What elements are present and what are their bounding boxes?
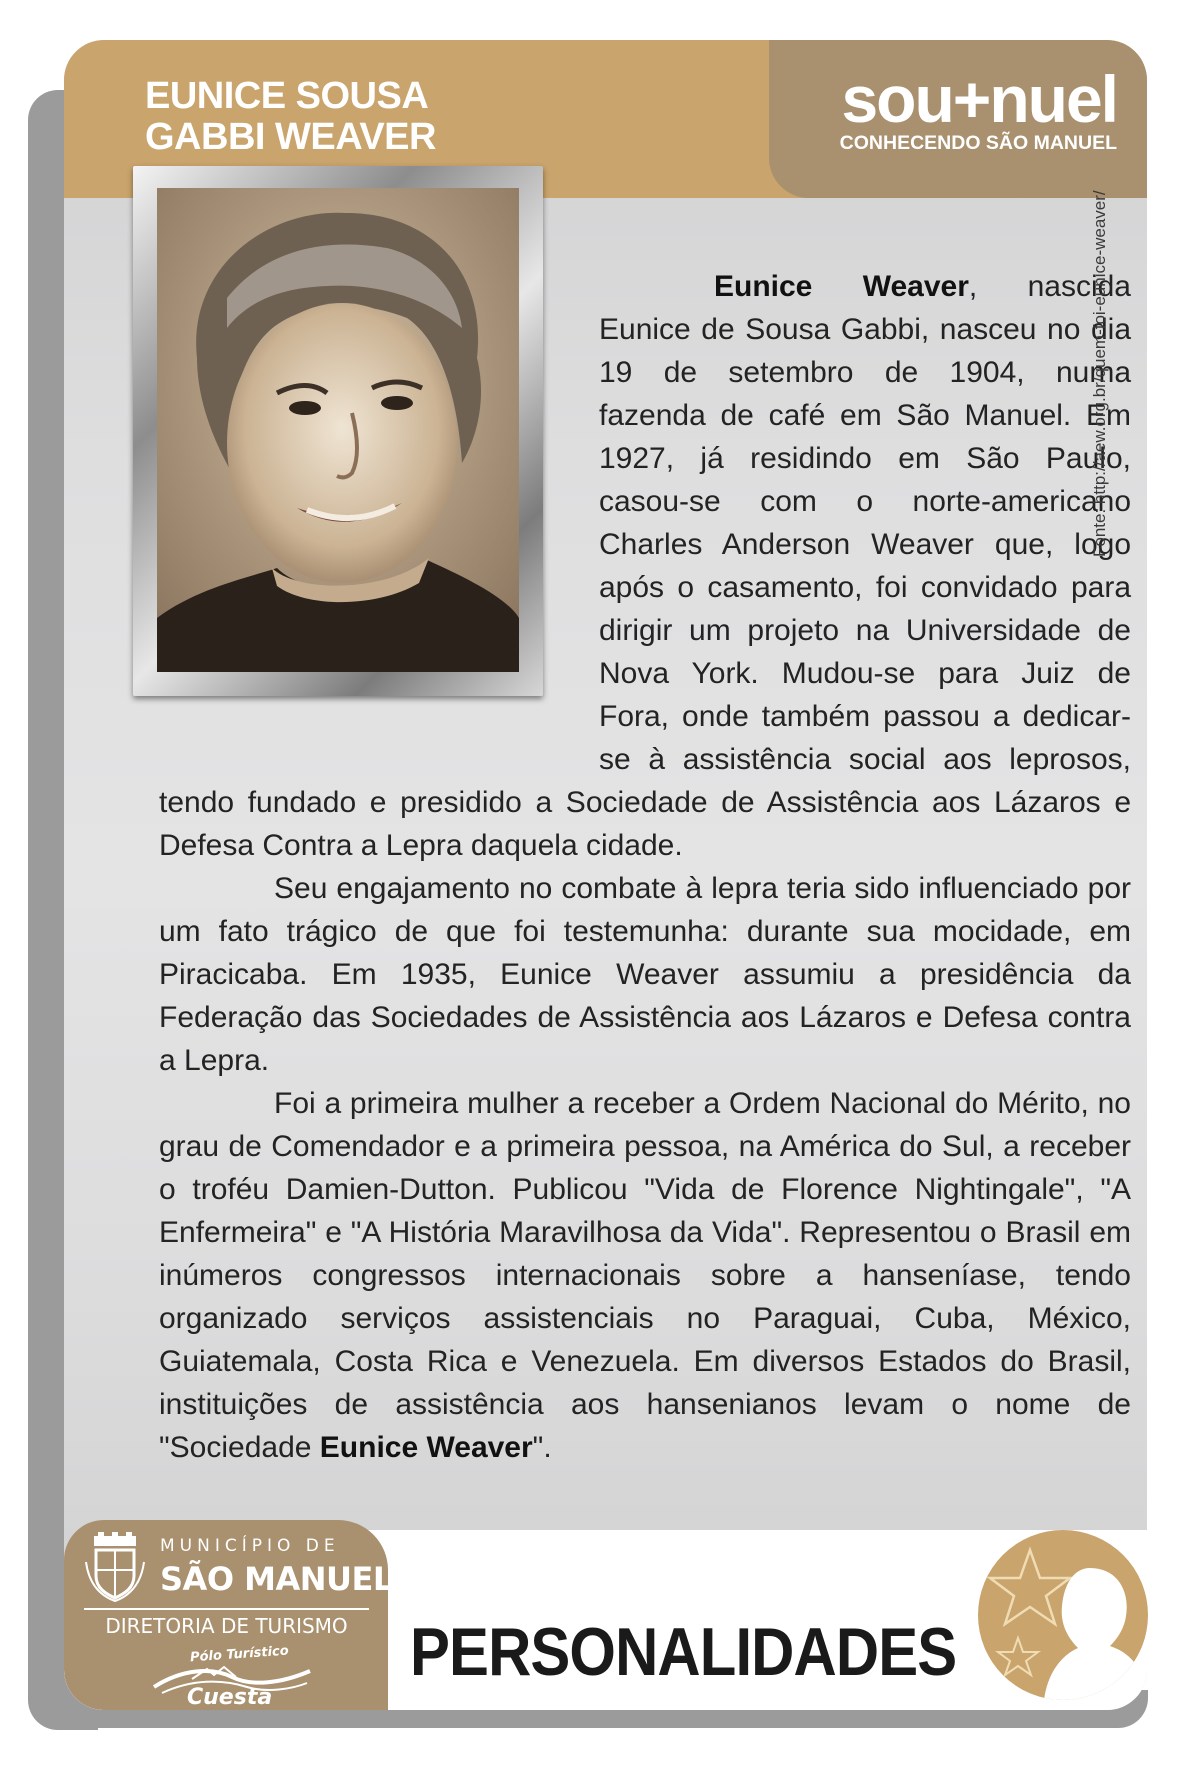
municipality-label: MUNICÍPIO DE bbox=[160, 1536, 340, 1556]
society-name: Eunice Weaver bbox=[319, 1431, 533, 1464]
personality-name bbox=[145, 76, 436, 158]
polo-name: Cuesta bbox=[187, 1685, 273, 1710]
name-line-1: EUNICE SOUSA bbox=[145, 75, 429, 117]
divider bbox=[84, 1608, 369, 1610]
portrait-photo bbox=[157, 188, 519, 672]
paragraph-3-end: ". bbox=[532, 1431, 552, 1464]
star-person-icon bbox=[978, 1530, 1148, 1700]
portrait-frame bbox=[133, 166, 543, 696]
section-title: PERSONALIDADES bbox=[410, 1614, 957, 1690]
source-credit: Fonte: http://aew.org.br/quem-foi-eunice-weaver/ bbox=[1090, 190, 1109, 557]
paragraph-3 bbox=[159, 1082, 1131, 1469]
polo-turistico-logo bbox=[152, 1643, 312, 1710]
personality-badge bbox=[978, 1530, 1148, 1700]
content-panel bbox=[64, 40, 1147, 1710]
department-name: DIRETORIA DE TURISMO bbox=[105, 1614, 348, 1638]
polo-label: Pólo Turístico bbox=[189, 1643, 290, 1666]
name-line-2: GABBI WEAVER bbox=[145, 116, 436, 158]
subject-name: Eunice Weaver bbox=[714, 270, 969, 303]
paragraph-2: Seu engajamento no combate à lepra teria sido influenciado por um fato trágico de que foi testemunha: durante sua mocidade, em Piracicaba. Em 1935, Eunice Weaver assumiu a presidência da Federação das Sociedades de Assistência aos Lázaros e Defesa contra a Lepra. bbox=[159, 872, 1131, 1077]
logo-tagline: CONHECENDO SÃO MANUEL bbox=[839, 132, 1117, 154]
municipality-block bbox=[64, 1520, 393, 1710]
paragraph-3-text: Foi a primeira mulher a receber a Ordem Nacional do Mérito, no grau de Comendador e a primeira pessoa, na América do Sul, a receber o troféu Damien-Dutton. Publicou "Vida de Florence Nightingale", "A Enfermeira" e "A História Maravilhosa da Vida". Representou o Brasil em inúmeros congressos internacionais sobre a hanseníase, tendo organizado serviços assistenciais no Paraguai, Cuba, México, Guiatemala, Costa Rica e Venezuela. Em diversos Estados do Brasil, instituições de assistência aos hansenianos levam o nome de "Sociedade bbox=[159, 1087, 1131, 1464]
portrait-illustration bbox=[157, 188, 519, 672]
coat-of-arms-icon bbox=[84, 1532, 146, 1602]
brand-logo bbox=[797, 62, 1117, 155]
logo-wordmark: sou+nuel bbox=[841, 62, 1117, 136]
municipality-name: SÃO MANUEL bbox=[160, 1560, 393, 1598]
card bbox=[28, 30, 1153, 1725]
paragraph-1-text: , nascida Eunice de Sousa Gabbi, nasceu no dia 19 de setembro de 1904, numa fazenda de café em São Manuel. Em 1927, já residindo em São Paulo, casou-se com o norte-americano Charles Anderson Weaver que, logo após o casamento, foi convidado para dirigir um projeto na Universidade de Nova York. Mudou-se para Juiz de Fora, onde também passou a dedicar-se à assistência social aos leprosos, tendo fundado e presidido a Sociedade de Assistência aos Lázaros e Defesa Contra a Lepra daquela cidade. bbox=[159, 270, 1131, 862]
